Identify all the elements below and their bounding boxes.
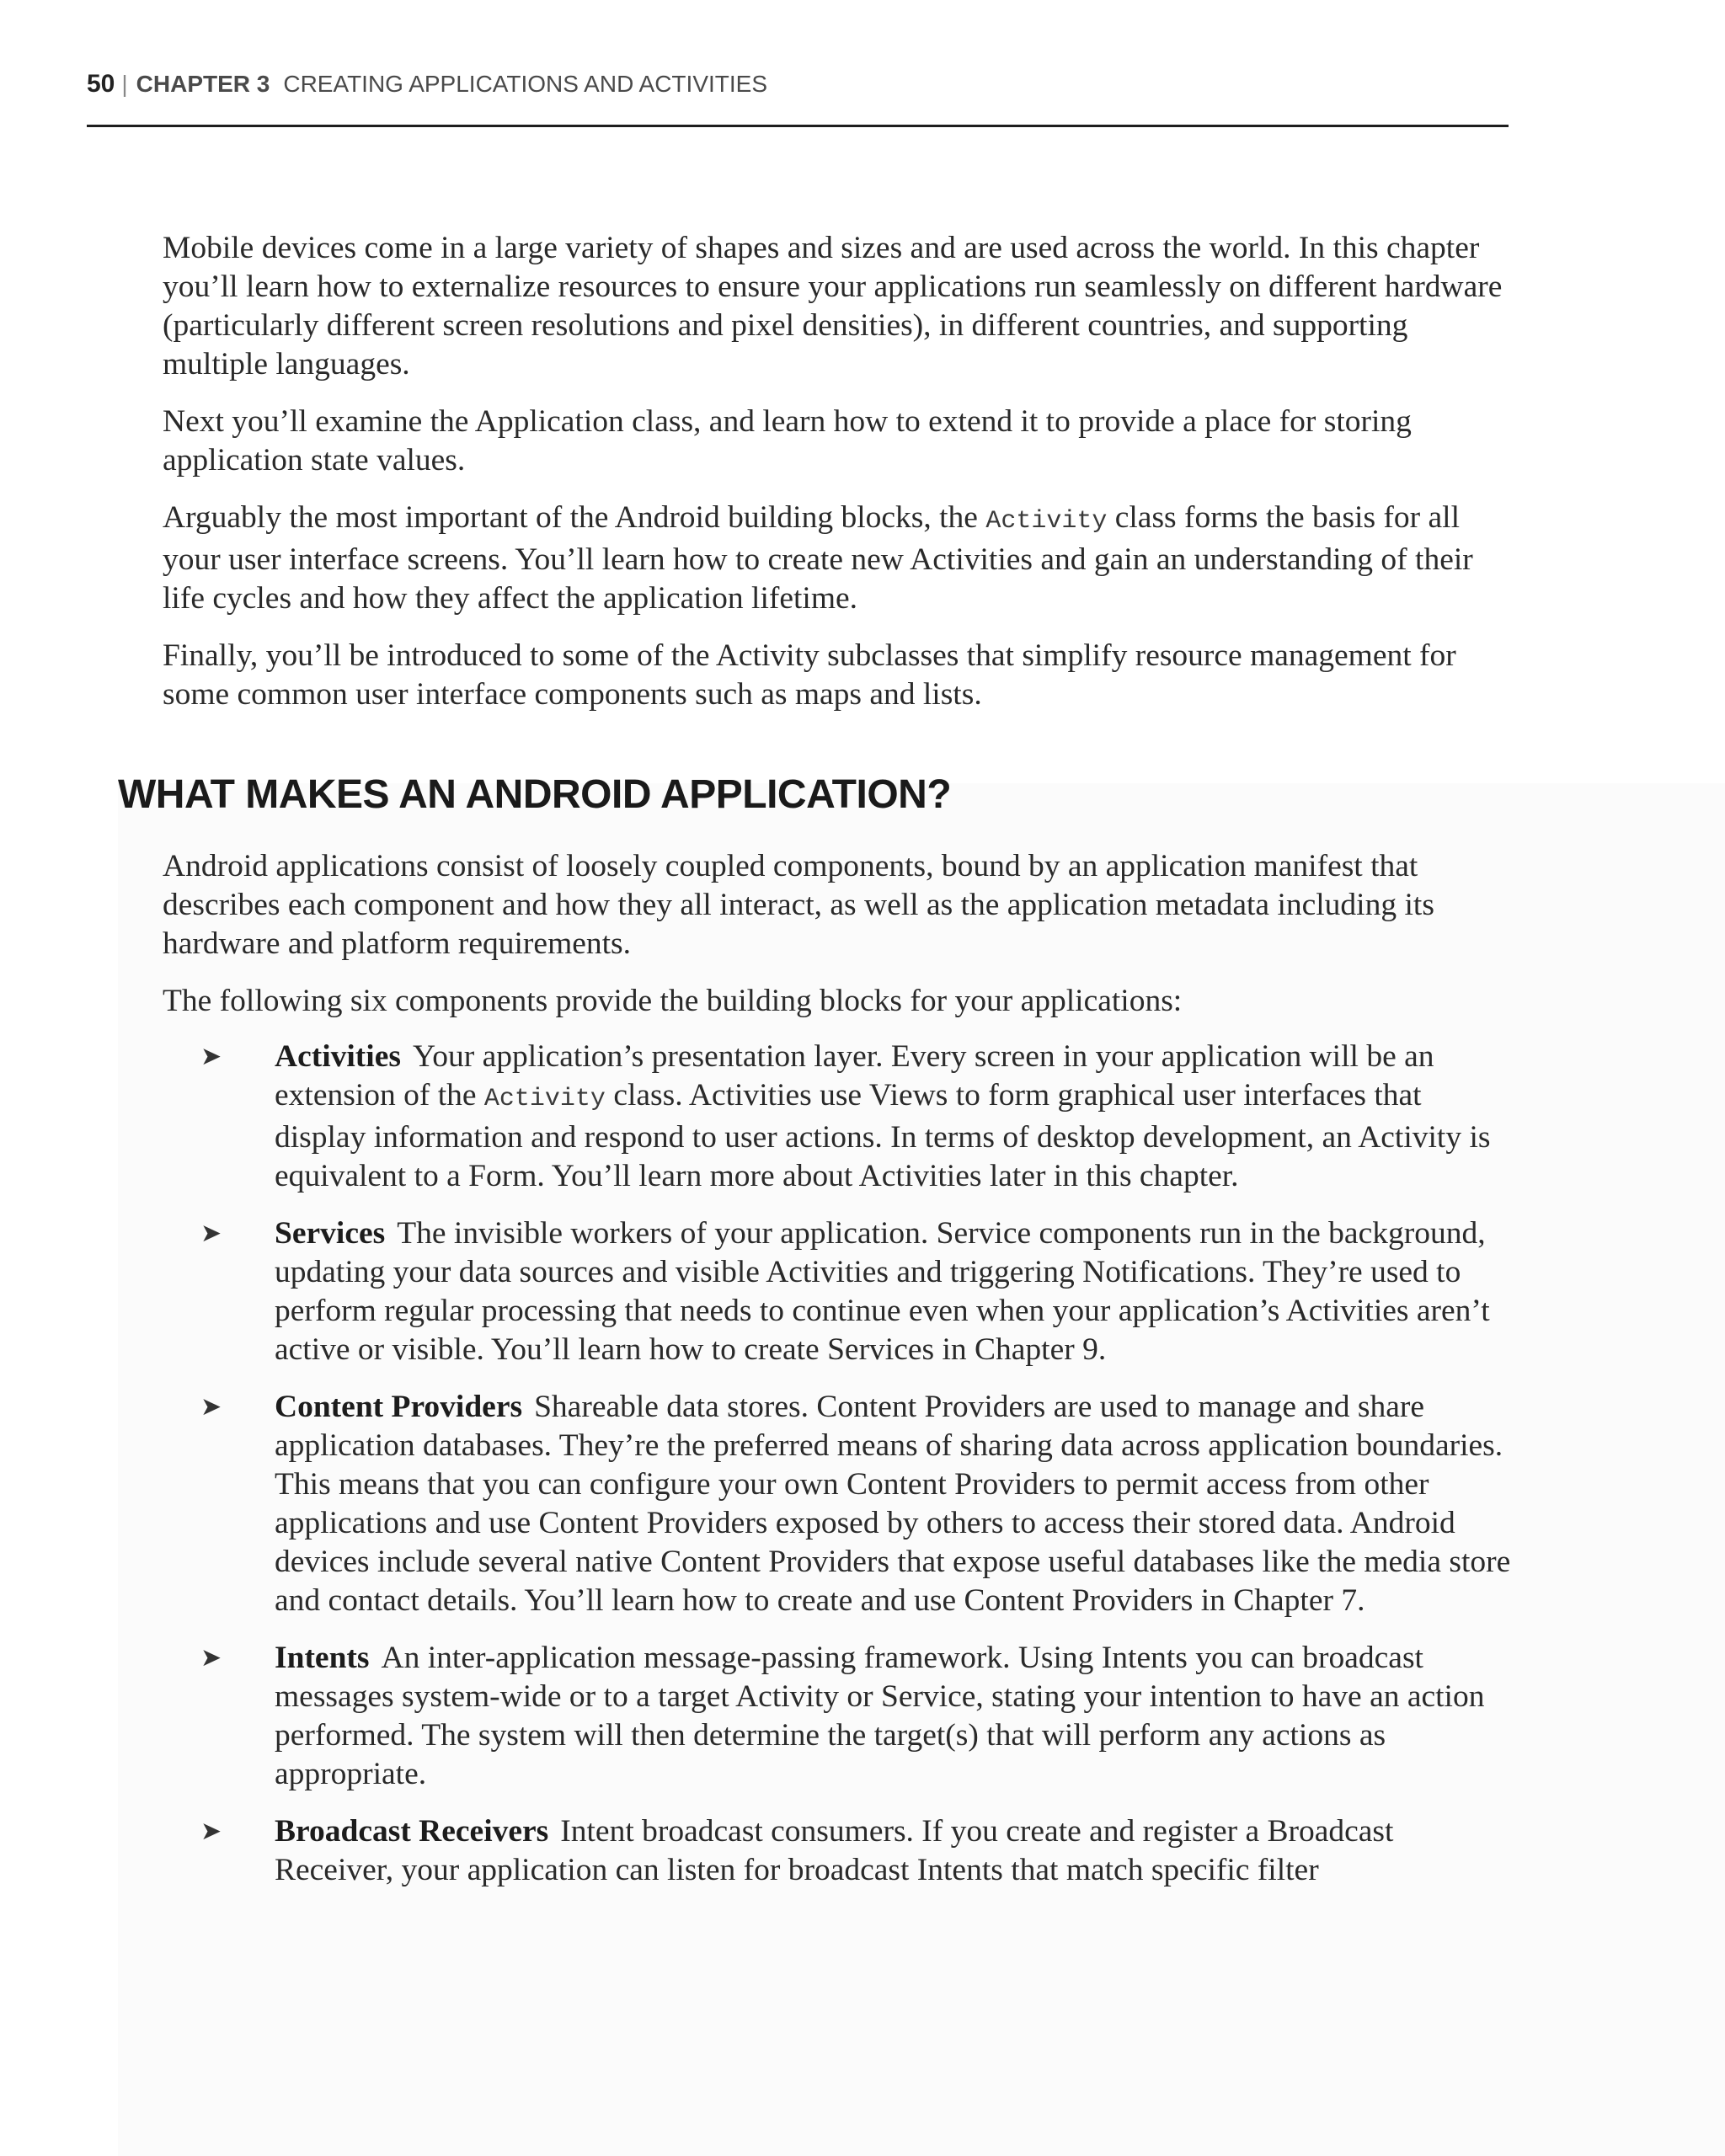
activities-text-after: class. Activities use Views to form graphical user interfaces that display information and respond to user actions. In terms of desktop development, an Activity is equivalent to a Form. You’ll learn more about Activities later in this chapter. [275, 1078, 1491, 1193]
list-item-activities [200, 1038, 1514, 1196]
activities-code: Activity [483, 1085, 606, 1113]
broadcast-receivers-text: Intent broadcast consumers. If you create and register a Broadcast Receiver, your application can listen for broadcast Intents that match specific filter [275, 1814, 1394, 1887]
intro-paragraph-3-before: Arguably the most important of the Android building blocks, the [163, 500, 986, 535]
intro-paragraph-1: Mobile devices come in a large variety of shapes and sizes and are used across the world. In this chapter you’ll learn how to externalize resources to ensure your applications run seamlessly on different hardware (particularly different screen resolutions and pixel densities), in different countries, and supporting multiple languages. [163, 231, 1503, 382]
term-services: Services [275, 1216, 386, 1251]
header-rule [87, 125, 1509, 127]
arrow-bullet-icon: ➤ [200, 1219, 222, 1248]
intro-paragraph-3 [163, 499, 1519, 618]
header-separator: | [121, 71, 128, 97]
arrow-bullet-icon: ➤ [200, 1643, 222, 1673]
section-paragraph-1: Android applications consist of loosely coupled components, bound by an application manifest that describes each component and how they all interact, as well as the application metadata including its hardware and platform requirements. [163, 849, 1434, 961]
section-heading: WHAT MAKES AN ANDROID APPLICATION? [118, 772, 952, 817]
list-item-services [200, 1214, 1514, 1369]
section-intro [163, 847, 1519, 1021]
list-item-intents [200, 1639, 1514, 1794]
components-list [200, 1038, 1514, 1908]
running-header [87, 67, 767, 101]
term-broadcast-receivers: Broadcast Receivers [275, 1814, 549, 1849]
arrow-bullet-icon: ➤ [200, 1817, 222, 1846]
intro-section [163, 229, 1519, 714]
list-item-content-providers [200, 1388, 1514, 1620]
term-content-providers: Content Providers [275, 1390, 523, 1424]
activity-class-code: Activity [985, 507, 1108, 536]
content-providers-text: Shareable data stores. Content Providers are used to manage and share application databases. They’re the preferred means of sharing data across application boundaries. This means that you can configure your own Content Providers to permit access from other applications and use Content Providers exposed by others to access their stored data. Android devices include several native Content Providers that expose useful databases like the media store and contact details. You’ll learn how to create and use Content Providers in Chapter 7. [275, 1390, 1511, 1618]
chapter-title: CREATING APPLICATIONS AND ACTIVITIES [283, 71, 768, 97]
term-intents: Intents [275, 1641, 370, 1675]
activities-text-before: Your application’s presentation layer. Every screen in your application will be an extension of the [275, 1039, 1434, 1113]
arrow-bullet-icon: ➤ [200, 1392, 222, 1422]
section-paragraph-2: The following six components provide the building blocks for your applications: [163, 984, 1183, 1018]
intro-paragraph-3-after: class forms the basis for all your user interface screens. You’ll learn how to create new Activities and gain an understanding of their life cycles and how they affect the application lifetime. [163, 500, 1473, 616]
term-activities: Activities [275, 1039, 401, 1074]
page-number: 50 [87, 70, 115, 98]
chapter-label: CHAPTER 3 [136, 71, 270, 97]
intents-text: An inter-application message-passing framework. Using Intents you can broadcast messages system-wide or to a target Activity or Service, stating your intention to have an action performed. The system will then determine the target(s) that will perform any actions as appropriate. [275, 1641, 1485, 1791]
services-text: The invisible workers of your application. Service components run in the background, updating your data sources and visible Activities and triggering Notifications. They’re used to perform regular processing that needs to continue even when your application’s Activities aren’t active or visible. You’ll learn how to create Services in Chapter 9. [275, 1216, 1490, 1367]
list-item-broadcast-receivers [200, 1812, 1514, 1890]
intro-paragraph-4: Finally, you’ll be introduced to some of the Activity subclasses that simplify resource management for some common user interface components such as maps and lists. [163, 638, 1456, 712]
arrow-bullet-icon: ➤ [200, 1042, 222, 1071]
intro-paragraph-2: Next you’ll examine the Application class, and learn how to extend it to provide a place for storing application state values. [163, 404, 1412, 478]
